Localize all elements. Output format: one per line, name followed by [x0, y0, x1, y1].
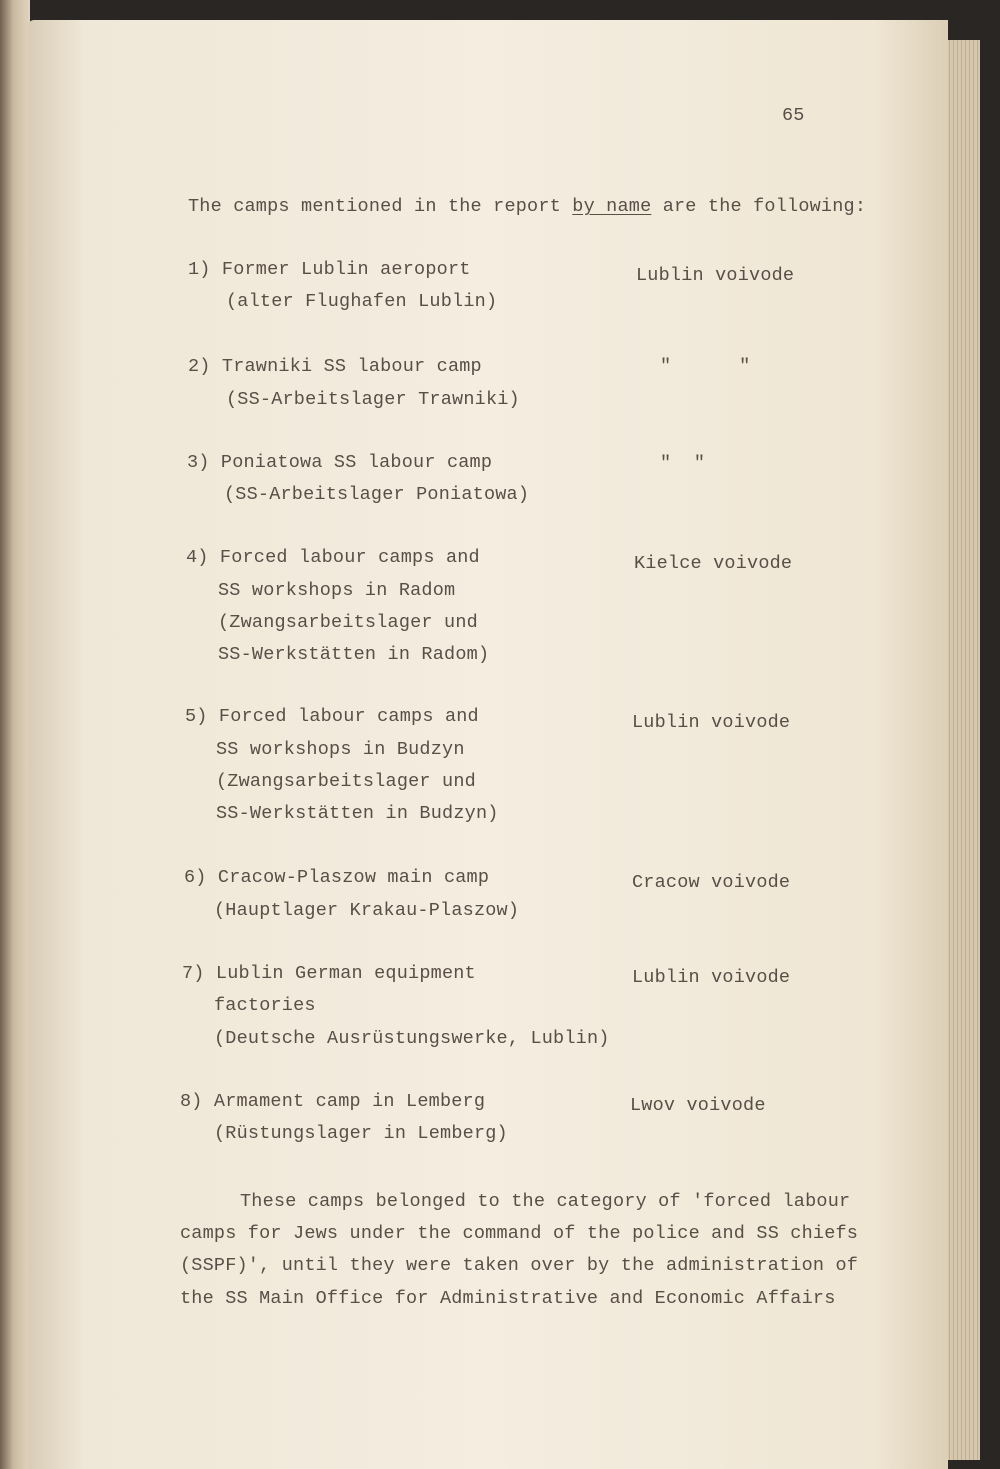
camp-8-region: Lwov voivode: [630, 1095, 766, 1116]
camp-5-line4: SS-Werkstätten in Budzyn): [216, 803, 499, 824]
camp-8-line2: (Rüstungslager in Lemberg): [214, 1123, 508, 1144]
document-page: [28, 20, 948, 1469]
camp-5-region: Lublin voivode: [632, 712, 791, 733]
camp-5-line2: SS workshops in Budzyn: [216, 739, 465, 760]
intro-text-before: The camps mentioned in the report: [188, 196, 573, 217]
camp-3-region: " ": [660, 453, 706, 474]
page-number: 65: [782, 105, 805, 126]
camp-4-line3: (Zwangsarbeitslager und: [218, 612, 478, 633]
camp-6-region: Cracow voivode: [632, 872, 791, 893]
camp-7-line3: (Deutsche Ausrüstungswerke, Lublin): [214, 1028, 610, 1049]
intro-text-underlined: by name: [572, 196, 652, 217]
camp-2-line1: 2) Trawniki SS labour camp: [188, 356, 482, 377]
closing-line-3: (SSPF)', until they were taken over by the administration of: [180, 1255, 859, 1276]
closing-line-4: the SS Main Office for Administrative and Economic Affairs: [180, 1288, 836, 1309]
book-spine: [0, 0, 30, 1469]
intro-text-after: are the following:: [651, 196, 867, 217]
intro-line: [188, 196, 866, 218]
camp-1-line2: (alter Flughafen Lublin): [226, 291, 498, 312]
camp-7-line2: factories: [214, 995, 316, 1016]
closing-line-1: These camps belonged to the category of 'forced labour: [240, 1191, 851, 1212]
camp-7-region: Lublin voivode: [632, 967, 791, 988]
camp-4-line1: 4) Forced labour camps and: [186, 547, 480, 568]
camp-8-line1: 8) Armament camp in Lemberg: [180, 1091, 486, 1112]
camp-3-line2: (SS-Arbeitslager Poniatowa): [224, 484, 530, 505]
camp-2-region: " ": [660, 356, 751, 377]
camp-6-line2: (Hauptlager Krakau-Plaszow): [214, 900, 520, 921]
camp-4-region: Kielce voivode: [634, 553, 793, 574]
closing-line-2: camps for Jews under the command of the police and SS chiefs: [180, 1223, 859, 1244]
camp-1-line1: 1) Former Lublin aeroport: [188, 259, 471, 280]
camp-7-line1: 7) Lublin German equipment: [182, 963, 476, 984]
camp-5-line1: 5) Forced labour camps and: [185, 706, 479, 727]
camp-1-region: Lublin voivode: [636, 265, 795, 286]
camp-4-line2: SS workshops in Radom: [218, 580, 456, 601]
camp-4-line4: SS-Werkstätten in Radom): [218, 644, 490, 665]
camp-5-line3: (Zwangsarbeitslager und: [216, 771, 476, 792]
camp-2-line2: (SS-Arbeitslager Trawniki): [226, 389, 520, 410]
camp-3-line1: 3) Poniatowa SS labour camp: [187, 452, 493, 473]
camp-6-line1: 6) Cracow-Plaszow main camp: [184, 867, 490, 888]
